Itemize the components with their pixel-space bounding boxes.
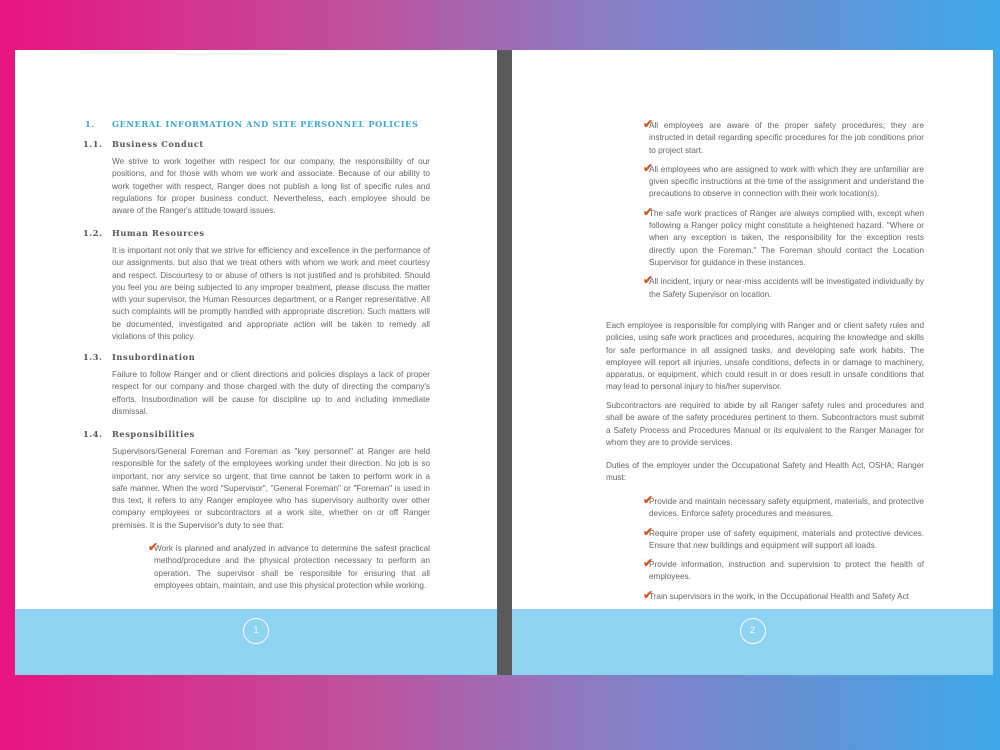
checklist-item xyxy=(643,160,924,201)
checkmark-icon: ✔ xyxy=(643,117,654,131)
paragraph: Duties of the employer under the Occupational Safety and Health Act, OSHA; Ranger must: xyxy=(606,461,924,483)
checklist-text: Provide information, instruction and supervision to protect the health of employees. xyxy=(649,560,924,582)
checkmark-icon: ✔ xyxy=(643,273,654,288)
checklist-top xyxy=(643,117,924,308)
page-2 xyxy=(512,50,993,675)
checklist-item xyxy=(643,587,924,603)
heading-title: GENERAL INFORMATION AND SITE PERSONNEL POLICIES xyxy=(112,119,419,129)
section-human-resources xyxy=(83,228,443,343)
checkmark-icon: ✔ xyxy=(643,587,654,602)
paragraph: It is important not only that we strive for efficiency and excellence in the performance of our assignments, but also that we treat others with whom we work and meet courtesy and respect. Discourtesy to or abuse of others is not justified and is prohibited. Should you feel you are being subjected to any improper treatment, please discuss the matter with your supervisor, the Human Resources department, or a Ranger representative. All such complaints will be promptly handled with appropriate discretion. Such matters will be documented, investigated and appropriate action will be taken to remedy all violations of this policy. xyxy=(112,246,430,342)
checkmark-icon: ✔ xyxy=(643,160,654,175)
checklist-text: Require proper use of safety equipment, materials and protective devices. Ensure that new buildings and equipment will support all loads. xyxy=(649,528,924,550)
subheading-title: Business Conduct xyxy=(112,139,204,149)
section-business-conduct xyxy=(83,139,443,217)
heading-number: 1. xyxy=(85,119,95,129)
checkmark-icon: ✔ xyxy=(643,493,654,507)
checklist-bottom xyxy=(643,493,924,610)
section-responsibilities xyxy=(83,429,443,532)
subheading-number: 1.4. xyxy=(83,429,103,439)
subheading xyxy=(83,139,443,149)
checklist-text: Train supervisors in the work, in the Occupational Health and Safety Act xyxy=(649,591,910,601)
checklist-text: All employees who are assigned to work with which they are unfamiliar are given specific instructions at the time of the assignment and understand the precautions to observe in connection with their work location(s). xyxy=(649,164,924,199)
paragraph: Subcontractors are required to abide by all Ranger safety rules and procedures and shall be aware of the safety procedures pertinent to them. Subcontractors must submit a Safety Process and Procedures Manual or its equivalent to the Ranger Manager for whom they are to provide services. xyxy=(606,401,924,447)
section-heading xyxy=(85,119,419,129)
page-number: 1 xyxy=(243,618,269,644)
section-insubordination xyxy=(83,352,443,418)
checklist-text: All employees are aware of the proper safety procedures; they are instructed in detail regarding specific procedures for the job conditions prior to project start. xyxy=(649,121,924,155)
checklist-text: The safe work practices of Ranger are always complied with, except when following a Ranger policy might constitute a heightened hazard. "Where or when any exception is taken, the responsibility for the exception rests directly upon the Foreman." The Foreman should contact the Location Supervisor for guidance in these instances. xyxy=(649,208,924,267)
paragraph: We strive to work together with respect for our company, the responsibility of our positions, and for those with whom we work and associate. Because of our ability to work together with respect, Ranger does not publish a long list of specific rules and regulations for proper business conduct. Nevertheless, each employee should be aware of the Ranger's attitude toward issues. xyxy=(112,157,430,216)
page-number: 2 xyxy=(740,618,766,644)
subheading-number: 1.3. xyxy=(83,352,103,362)
subheading-title: Insubordination xyxy=(112,352,196,362)
subheading xyxy=(83,352,443,362)
checklist-text: Work is planned and analyzed in advance to determine the safest practical method/procedure and the physical protection necessary to perform an operation. The supervisor shall be responsible for ensuring that all employees obtain, maintain, and use this physical protection while working. xyxy=(154,544,430,590)
paragraph: Supervisors/General Foreman and Foreman as "key personnel" at Ranger are held responsible for the safety of the employees working under their direction. No job is so important, nor any service so urgent, that time cannot be taken to perform work in a safe manner. When the word "Supervisor", "General Foreman" or "Foreman" is used in this text, it refers to any Ranger employee who has supervisory authority over other company employees or subcontractors at a work site, whether on or off Ranger premises. It is the Supervisor's duty to see that: xyxy=(112,447,430,530)
subheading xyxy=(83,228,443,238)
checkmark-icon: ✔ xyxy=(643,524,654,539)
checklist-item xyxy=(643,117,924,157)
subheading-title: Responsibilities xyxy=(112,429,195,439)
subheading-number: 1.2. xyxy=(83,228,103,238)
checklist-text: Provide and maintain necessary safety equipment, materials, and protective devices. Enforce safety procedures and measures. xyxy=(649,497,924,519)
checklist-item xyxy=(643,204,924,269)
page-gap xyxy=(497,50,512,675)
checklist-item xyxy=(643,493,924,521)
checkmark-icon: ✔ xyxy=(148,540,159,554)
paragraph: Failure to follow Ranger and or client directions and policies displays a lack of proper respect for our company and those charged with the duty of directing the company's efforts. Insubordination will be cause for discipline up to and including immediate dismissal. xyxy=(112,370,430,416)
page-1 xyxy=(15,50,497,675)
checkmark-icon: ✔ xyxy=(643,556,654,571)
checklist-text: All incident, injury or near-miss accidents will be investigated individually by the Safety Supervisor on location. xyxy=(649,277,924,299)
subheading-title: Human Resources xyxy=(112,228,205,238)
paragraph: Each employee is responsible for complying with Ranger and or client safety rules and policies, using safe work practices and procedures, acquiring the knowledge and skills for safe performance in all assigned tasks, and developing safe work habits. The employee will report all injuries, unsafe conditions, defects in or damage to machinery, apparatus, or equipment, which could result in or does result in unsafe conditions that may lead to personal injury to his/her supervisor. xyxy=(606,321,924,392)
subheading xyxy=(83,429,443,439)
page-footer xyxy=(15,609,497,675)
page-footer xyxy=(512,609,993,675)
checklist-item xyxy=(148,540,430,592)
checkmark-icon: ✔ xyxy=(643,204,654,219)
checklist-item xyxy=(643,273,924,301)
subheading-number: 1.1. xyxy=(83,139,103,149)
checklist-item xyxy=(643,556,924,584)
checklist-item xyxy=(643,524,924,553)
